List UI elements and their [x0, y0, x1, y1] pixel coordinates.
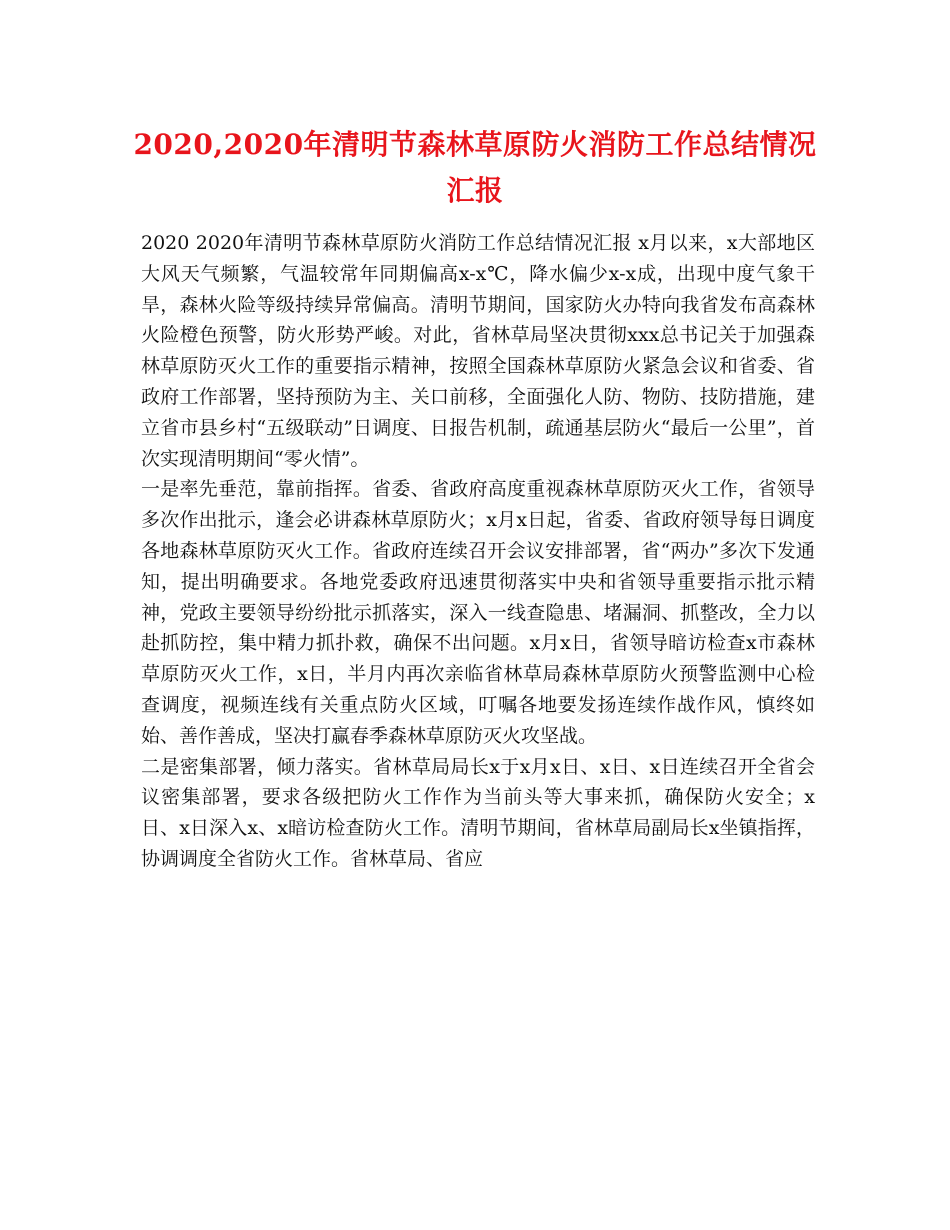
document-title: 2020,2020年清明节森林草原防火消防工作总结情况汇报 — [133, 128, 817, 207]
document-body — [141, 228, 815, 875]
paragraph-one: 一是率先垂范，靠前指挥。省委、省政府高度重视森林草原防灭火工作，省领导多次作出批示，逢会必讲森林草原防火；x月x日起，省委、省政府领导每日调度各地森林草原防灭火工作。省政府连续召开会议安排部署，省“两办”多次下发通知，提出明确要求。各地党委政府迅速贯彻落实中央和省领导重要指示批示精神，党政主要领导纷纷批示抓落实，深入一线查隐患、堵漏洞、抓整改，全力以赴抓防控，集中精力抓扑救，确保不出问题。x月x日，省领导暗访检查x市森林草原防灭火工作，x日，半月内再次亲临省林草局森林草原防火预警监测中心检查调度，视频连线有关重点防火区域，叮嘱各地要发扬连续作战作风，慎终如始、善作善成，坚决打赢春季森林草原防灭火攻坚战。 — [141, 478, 815, 747]
paragraph-two: 二是密集部署，倾力落实。省林草局局长x于x月x日、x日、x日连续召开全省会议密集部署，要求各级把防火工作作为当前头等大事来抓，确保防火安全；x日、x日深入x、x暗访检查防火工作。清明节期间，省林草局副局长x坐镇指挥，协调调度全省防火工作。省林草局、省应 — [141, 755, 815, 870]
paragraph-intro: 2020 2020年清明节森林草原防火消防工作总结情况汇报 x月以来，x大部地区大风天气频繁，气温较常年同期偏高x-x℃，降水偏少x-x成，出现中度气象干旱，森林火险等级持续异常偏高。清明节期间，国家防火办特向我省发布高森林火险橙色预警，防火形势严峻。对此，省林草局坚决贯彻xxx总书记关于加强森林草原防灭火工作的重要指示精神，按照全国森林草原防火紧急会议和省委、省政府工作部署，坚持预防为主、关口前移，全面强化人防、物防、技防措施，建立省市县乡村“五级联动”日调度、日报告机制，疏通基层防火“最后一公里”，首次实现清明期间“零火情”。 — [141, 232, 815, 470]
